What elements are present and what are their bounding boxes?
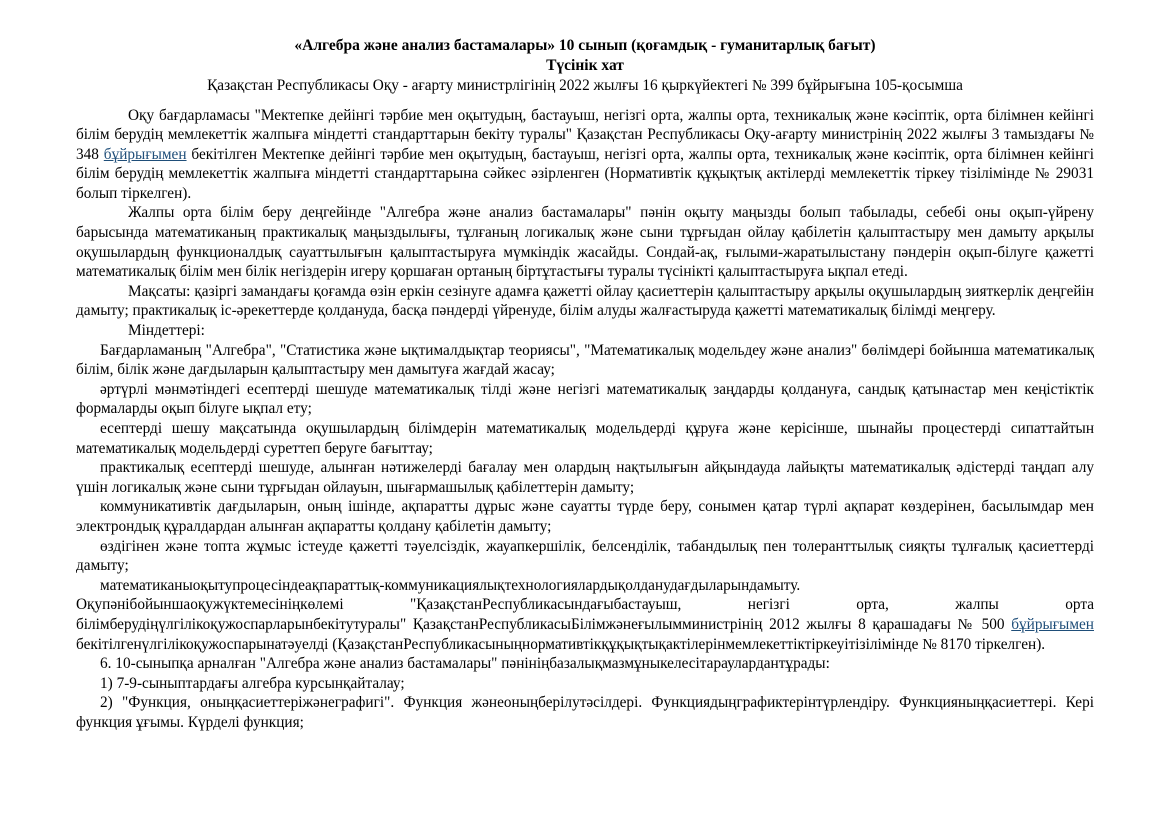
task-item-6: өздігінен және топта жұмыс істеуде қажетті тәуелсіздік, жауапкершілік, белсенділік, табандылық пен толеранттылық сияқты тұлғалық қасиеттерді дамыту; (76, 537, 1094, 575)
paragraph-goal: Мақсаты: қазіргі замандағы қоғамда өзін еркін сезінуге адамға қажетті ойлау қасиеттерін қалыптастыру арқылы оқушылардың зияткерлік деңгейін дамыту; практикалық іс-әрекеттерде қолдануда, басқа пәндерді үйренуде, білім алуды жалғастыруда қажетті математикалық білімді меңгеру. (76, 282, 1094, 320)
document-title-subtitle: Түсінік хат (546, 56, 624, 74)
paragraph-intro (76, 106, 1094, 204)
paragraph-intro-text-after-link: бекітілген Мектепке дейінгі тәрбие мен оқытудың, бастауыш, негізгі орта, жалпы орта, техникалық және кәсіптік, орта білімнен кейінгі білім берудің мемлекеттік жалпыға міндетті стандарттарына сәйкес әзірленген (Нормативтік құқықтық актілерді мемлекеттік тіркеу тізілімінде № 29031 болып тіркелген). (76, 145, 1094, 202)
task-item-3: есептерді шешу мақсатында оқушылардың білімдерін математикалық модельдерді құруға және керісінше, шынайы процестерді сипаттайтын математикалық модельдерді суреттеп беруге бағыттау; (76, 420, 1094, 457)
document-title-reference: Қазақстан Республикасы Оқу - ағарту министрлігінің 2022 жылғы 16 қыркүйектегі № 399 бұйрығына 105-қосымша (207, 77, 963, 94)
document-title-main: «Алгебра және анализ бастамалары» 10 сынып (қоғамдық - гуманитарлық бағыт) (294, 37, 876, 54)
paragraph-intro-text-before-link: Оқу бағдарламасы "Мектепке дейінгі тәрбие мен оқытудың, бастауыш, негізгі орта, жалпы орта, техникалық және кәсіптік, орта білімнен кейінгі білім берудің мемлекеттік жалпыға міндетті стандарттарын бекіту туралы" Қазақстан Республикасы Оқу-ағарту министрінің 2022 жылғы 3 тамыздағы № 348 (76, 106, 1094, 163)
task-item-7: математиканыоқытупроцесіндеақпараттық-коммуникациялықтехнологиялардықолданудағдыларындамыту. (100, 576, 801, 594)
paragraph-tasks-heading: Міндеттері: (128, 322, 205, 340)
content-item-2: 2) "Функция, оныңқасиеттеріжәнеграфигі". Функция жәнеоныңберілутәсілдері. Функциядыңграфиктерінтүрлендіру. Функцияныңқасиеттері. Кері функция ұғымы. Күрделі функция; (76, 694, 1094, 731)
content-item-1: 1) 7-9-сыныптардағы алгебра курсынқайталау; (100, 674, 405, 692)
task-item-2: әртүрлі мәнмәтіндегі есептерді шешуде математикалық тілді және негізгі математикалық заңдарды қолдануға, сандық қатынастар мен кеңістіктік формаларды оқып білуге ықпал ету; (76, 380, 1094, 418)
task-item-1: Бағдарламаның "Алгебра", "Статистика және ықтималдықтар теориясы", "Математикалық модельдеу және анализ" бөлімдері бойынша математикалық білім, білік және дағдыларын қалыптастыру мен дамытуға жағдай жасау; (76, 341, 1094, 379)
order-link-348[interactable]: бұйрығымен (103, 145, 187, 163)
document-title-block (76, 36, 1094, 96)
task-item-5: коммуникативтік дағдыларын, оның ішінде, ақпаратты дұрыс және сауатты түрде беру, сонымен қатар түрлі ақпарат көздерінен, басылымдар мен электрондық құралдардан алынған ақпаратты қолдану қабілетін дамыту; (76, 498, 1094, 535)
paragraph-workload-text-before-link: Оқупәнібойыншаоқужүктемесініңкөлемі "ҚазақстанРеспубликасындағыбастауыш, негізгі орта, жалпы орта білімберудіңүлгілікоқужоспарларынбекітутуралы" ҚазақстанРеспубликасыБілімжәнеғылымминистрінің 2012 жылғы 8 қарашадағы № 500 (76, 596, 1094, 633)
paragraph-workload (76, 595, 1094, 654)
paragraph-content-heading: 6. 10-сыныпқа арналған "Алгебра және анализ бастамалары" пәнініңбазалықмазмұныкелесітараулардантұрады: (100, 655, 830, 673)
task-item-4: практикалық есептерді шешуде, алынған нәтижелерді бағалау мен олардың нақтылығын айқындауда лайықты математикалық әдістерді таңдап алу үшін логикалық және сыни тұрғыдан ойлауын, шығармашылық қабілеттерін дамыту; (76, 459, 1094, 496)
order-link-500[interactable]: бұйрығымен (1011, 615, 1094, 633)
paragraph-workload-text-after-link: бекітілгенүлгілікоқужоспарынатәуелді (ҚазақстанРеспубликасыныңнормативтікқұқықтықактілерінмемлекеттіктіркеуітізілімінде № 8170 тіркелген). (76, 635, 1046, 653)
paragraph-subject-importance: Жалпы орта білім беру деңгейінде "Алгебра және анализ бастамалары" пәнін оқыту маңызды болып табылады, себебі оны оқып-үйрену барысында математиканың практикалық маңыздылығы, тұлғаның логикалық және сыни тұрғыдан ойлау қабілетін қалыптастыру мен дамыту арқылы оқушылардың функционалдық сауаттылығын қалыптастыруға мүмкіндік жасайды. Сондай-ақ, ғылыми-жаратылыстану пәндерін оқып-білуге қажетті математикалық білім мен білік негіздерін игеру қоршаған ортаның біртұтастығы туралы түсінікті қалыптастыруға ықпал етеді. (76, 204, 1094, 281)
